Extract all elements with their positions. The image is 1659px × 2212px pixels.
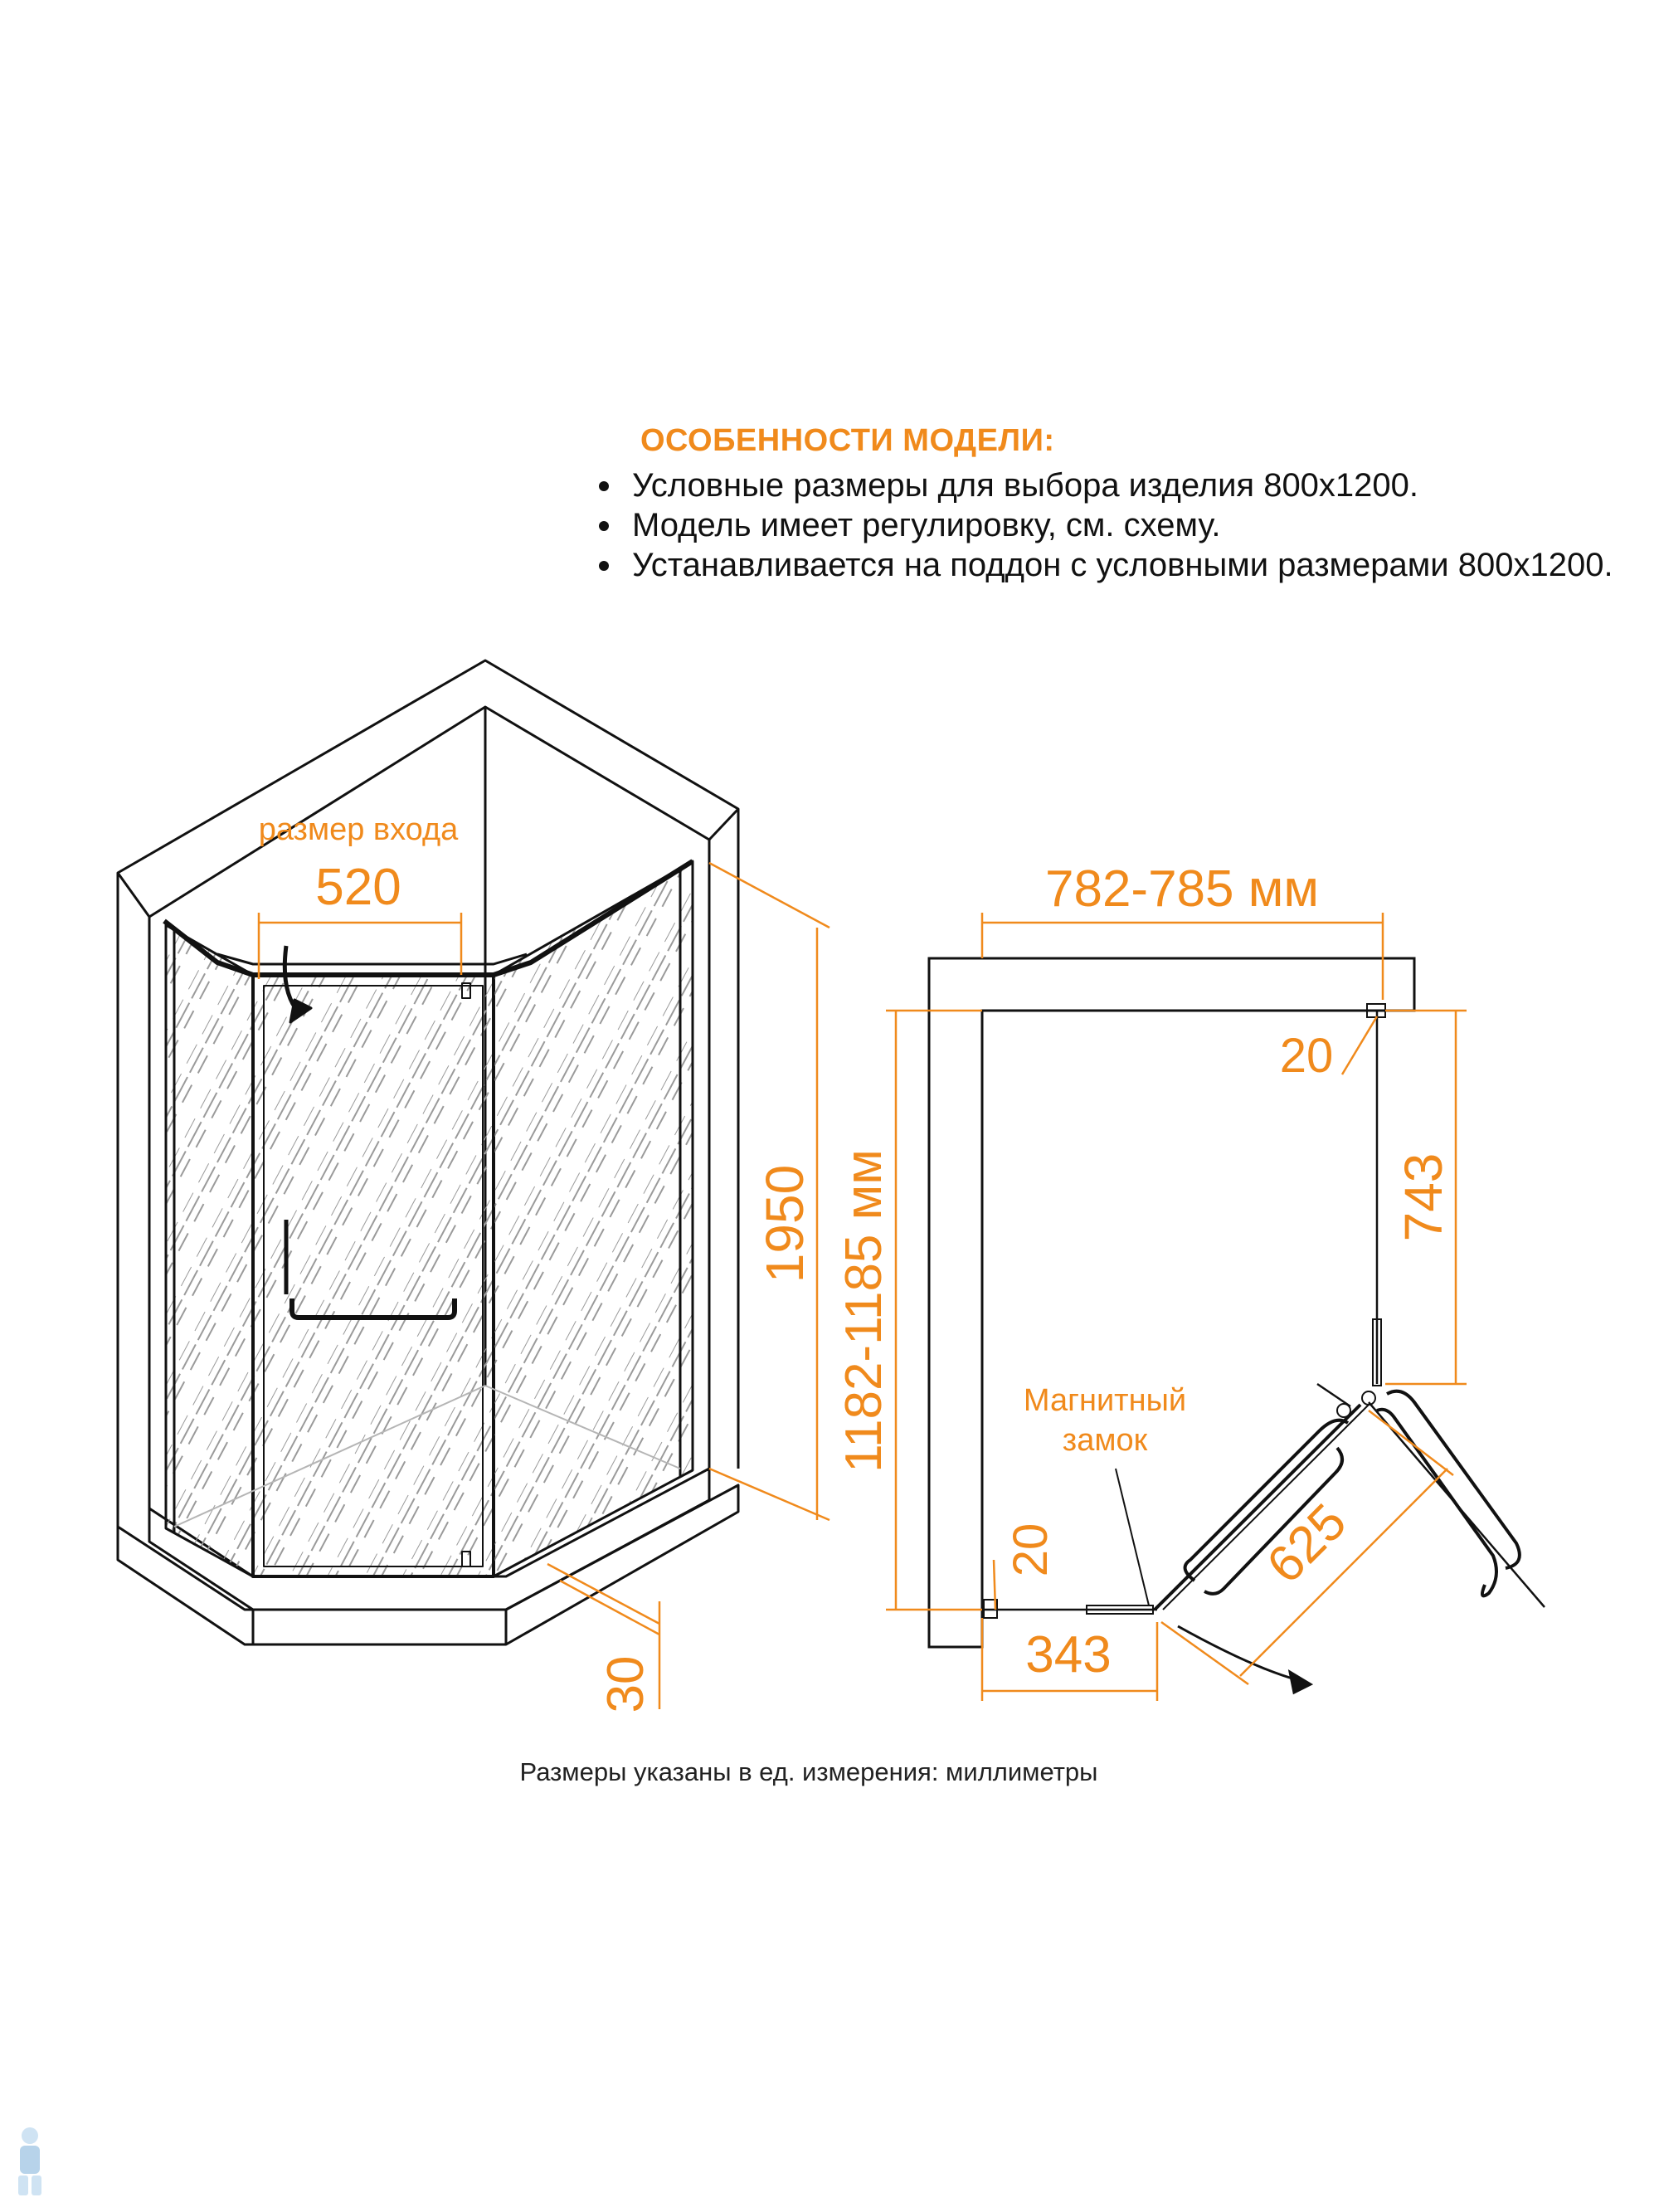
dimension-side-panel: 743 [1394, 1152, 1453, 1242]
feature-item: Устанавливается на поддон с условными размерами 800x1200. [632, 545, 1626, 585]
plan-view [929, 958, 1545, 1693]
feature-item: Модель имеет регулировку, см. схему. [632, 505, 1626, 545]
dimension-entrance-width: 520 [315, 859, 401, 916]
plumber-logo-icon [12, 2124, 48, 2199]
dimension-door-width: 625 [1256, 1493, 1358, 1595]
dimension-height: 1950 [755, 1164, 815, 1284]
magnetic-lock-label-2: замок [1062, 1423, 1148, 1458]
feature-item: Условные размеры для выбора изделия 800x1200. [632, 465, 1626, 505]
plan-dimensions [886, 913, 1467, 1701]
features-title: ОСОБЕННОСТИ МОДЕЛИ: [640, 423, 1055, 458]
dimension-gap-bottom: 20 [1004, 1523, 1058, 1577]
dimension-gap-top: 20 [1279, 1029, 1334, 1083]
dimension-tray-height: 30 [597, 1655, 654, 1713]
left-glass-panel [166, 925, 253, 1576]
isometric-view [118, 660, 738, 1644]
units-note: Размеры указаны в ед. измерения: миллиметры [519, 1757, 1098, 1786]
dimension-length-range: 1182-1185 мм [835, 1149, 893, 1473]
entrance-label: размер входа [258, 812, 459, 847]
dimension-width-range: 782-785 мм [1044, 860, 1320, 918]
right-glass-panel [494, 861, 693, 1576]
dimension-bottom-panel: 343 [1025, 1626, 1112, 1683]
magnetic-lock-label-1: Магнитный [1023, 1383, 1187, 1418]
door-panel [253, 975, 494, 1576]
